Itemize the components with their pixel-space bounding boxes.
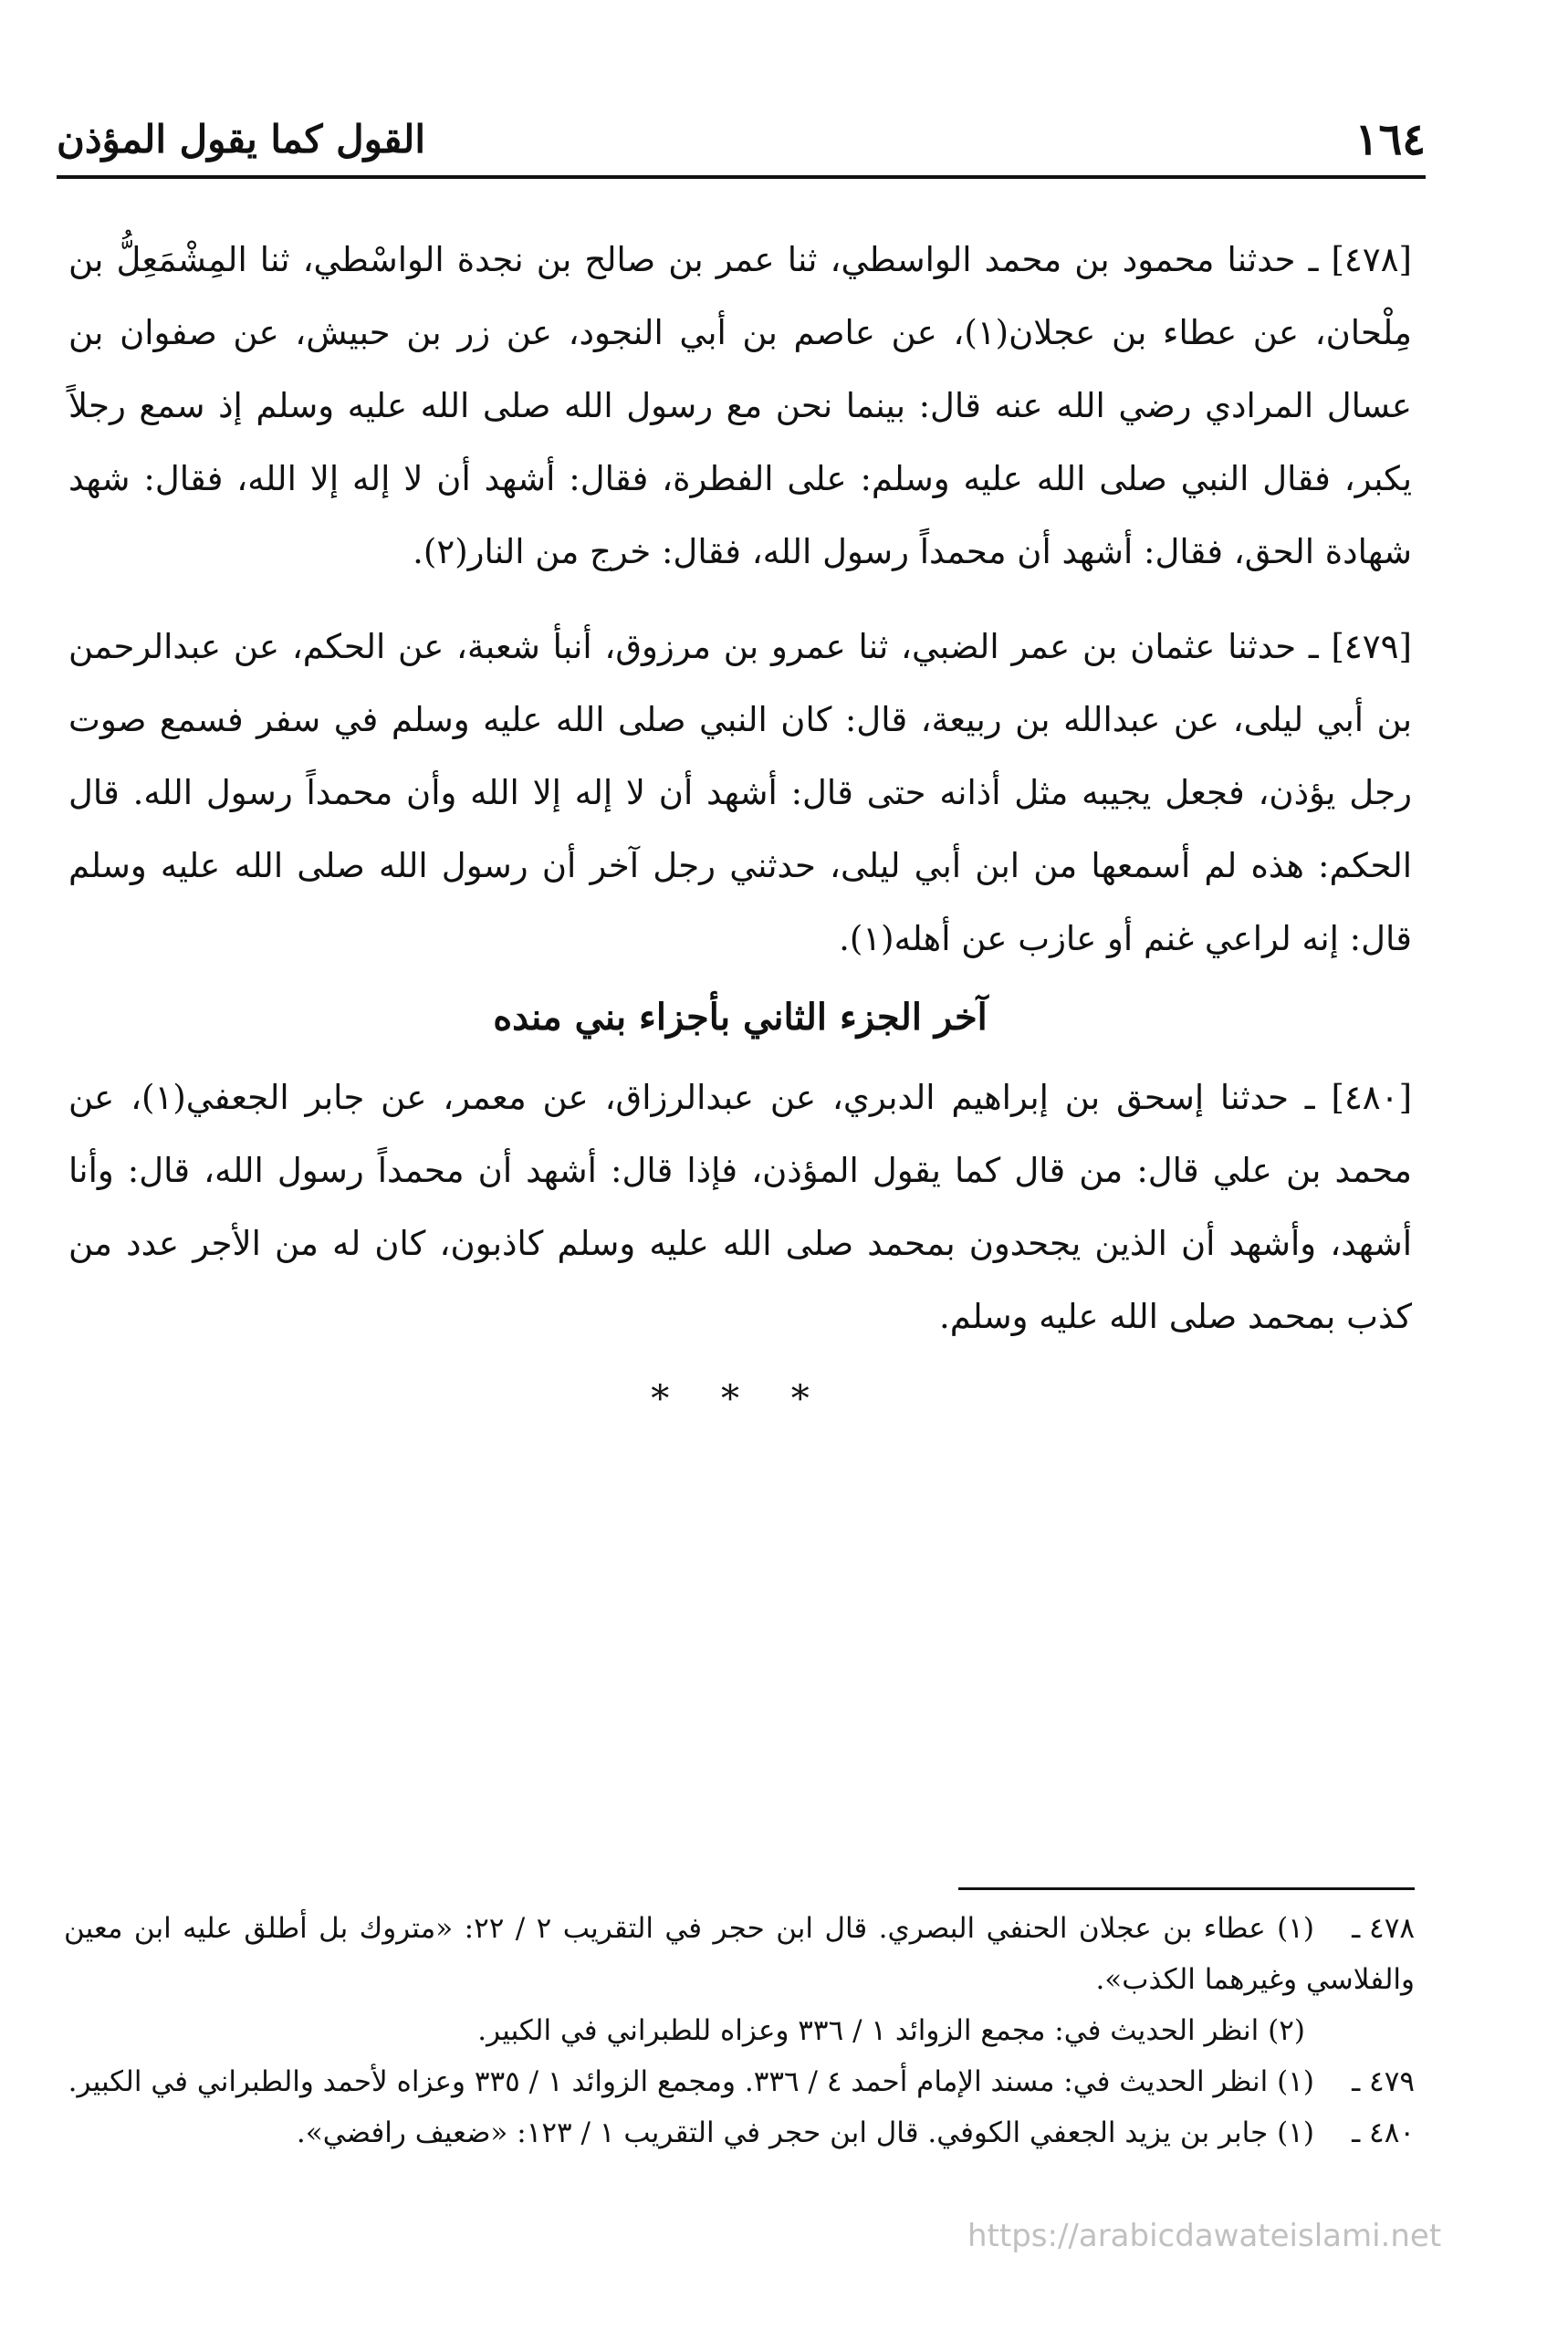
footnote bbox=[64, 2107, 1415, 2158]
footnotes bbox=[64, 1903, 1415, 2158]
hadith-text: ـ حدثنا عثمان بن عمر الضبي، ثنا عمرو بن مرزوق، أنبأ شعبة، عن الحكم، عن عبدالرحمن بن أبي ليلى، عن عبدالله بن ربيعة، قال: كان النبي صلى الله عليه وسلم في سفر فسمع صوت رجل يؤذن، فجعل يجيبه مثل أذانه حتى قال: أشهد أن لا إله إلا الله وأن محمداً رسول الله. قال الحكم: هذه لم أسمعها من ابن أبي ليلى، حدثني رجل آخر أن رسول الله صلى الله عليه وسلم قال: إنه لراعي غنم أو عازب عن أهله(١). bbox=[68, 627, 1412, 958]
page-number: ١٦٤ bbox=[1354, 114, 1426, 165]
footnote bbox=[64, 1903, 1415, 2005]
main-text bbox=[68, 224, 1412, 1436]
footnote-text: (١) انظر الحديث في: مسند الإمام أحمد ٤ / ٣٣٦. ومجمع الزوائد ١ / ٣٣٥ وعزاه لأحمد والطبراني في الكبير. bbox=[68, 2065, 1314, 2098]
footnote-rule bbox=[958, 1887, 1415, 1890]
hadith-480 bbox=[68, 1061, 1412, 1353]
footnote-text: (١) جابر بن يزيد الجعفي الكوفي. قال ابن حجر في التقريب ١ / ١٢٣: «ضعيف رافضي». bbox=[296, 2116, 1314, 2149]
header-rule bbox=[57, 175, 1426, 179]
hadith-479 bbox=[68, 611, 1412, 976]
running-title: القول كما يقول المؤذن bbox=[57, 117, 426, 162]
footnote-text: (١) عطاء بن عجلان الحنفي البصري. قال ابن حجر في التقريب ٢ / ٢٢: «متروك بل أطلق عليه ابن معين والفلاسي وغيرهما الكذب». bbox=[64, 1912, 1415, 1996]
footnote-text: (٢) انظر الحديث في: مجمع الزوائد ١ / ٣٣٦ وعزاه للطبراني في الكبير. bbox=[477, 2014, 1305, 2047]
footnote-ref: ٤٧٨ ـ bbox=[1352, 1912, 1415, 1945]
hadith-number: [٤٧٨] bbox=[1331, 240, 1412, 279]
footnote bbox=[64, 2056, 1415, 2107]
hadith-number: [٤٨٠] bbox=[1331, 1078, 1412, 1117]
watermark: https://arabicdawateislami.net bbox=[967, 2218, 1442, 2254]
hadith-text: ـ حدثنا محمود بن محمد الواسطي، ثنا عمر بن صالح بن نجدة الواسْطي، ثنا المِشْمَعِلُّ بن مِلْحان، عن عطاء بن عجلان(١)، عن عاصم بن أبي النجود، عن زر بن حبيش، عن صفوان بن عسال المرادي رضي الله عنه قال: بينما نحن مع رسول الله صلى الله عليه وسلم إذ سمع رجلاً يكبر، فقال النبي صلى الله عليه وسلم: على الفطرة، فقال: أشهد أن لا إله إلا الله، فقال: شهد شهادة الحق، فقال: أشهد أن محمداً رسول الله، فقال: خرج من النار(٢). bbox=[68, 240, 1412, 571]
section-separator: * * * bbox=[651, 1378, 830, 1420]
footnote-ref: ٤٧٩ ـ bbox=[1352, 2065, 1415, 2098]
page-header bbox=[57, 108, 1426, 172]
section-heading: آخر الجزء الثاني بأجزاء بني منده bbox=[493, 996, 988, 1039]
hadith-478 bbox=[68, 224, 1412, 589]
footnote-ref: ٤٨٠ ـ bbox=[1352, 2116, 1415, 2149]
hadith-number: [٤٧٩] bbox=[1331, 627, 1412, 666]
hadith-text: ـ حدثنا إسحق بن إبراهيم الدبري، عن عبدالرزاق، عن معمر، عن جابر الجعفي(١)، عن محمد بن علي قال: من قال كما يقول المؤذن، فإذا قال: أشهد أن محمداً رسول الله، قال: وأنا أشهد، وأشهد أن الذين يجحدون بمحمد صلى الله عليه وسلم كاذبون، كان له من الأجر عدد من كذب بمحمد صلى الله عليه وسلم. bbox=[68, 1078, 1412, 1336]
footnote bbox=[64, 2005, 1415, 2056]
